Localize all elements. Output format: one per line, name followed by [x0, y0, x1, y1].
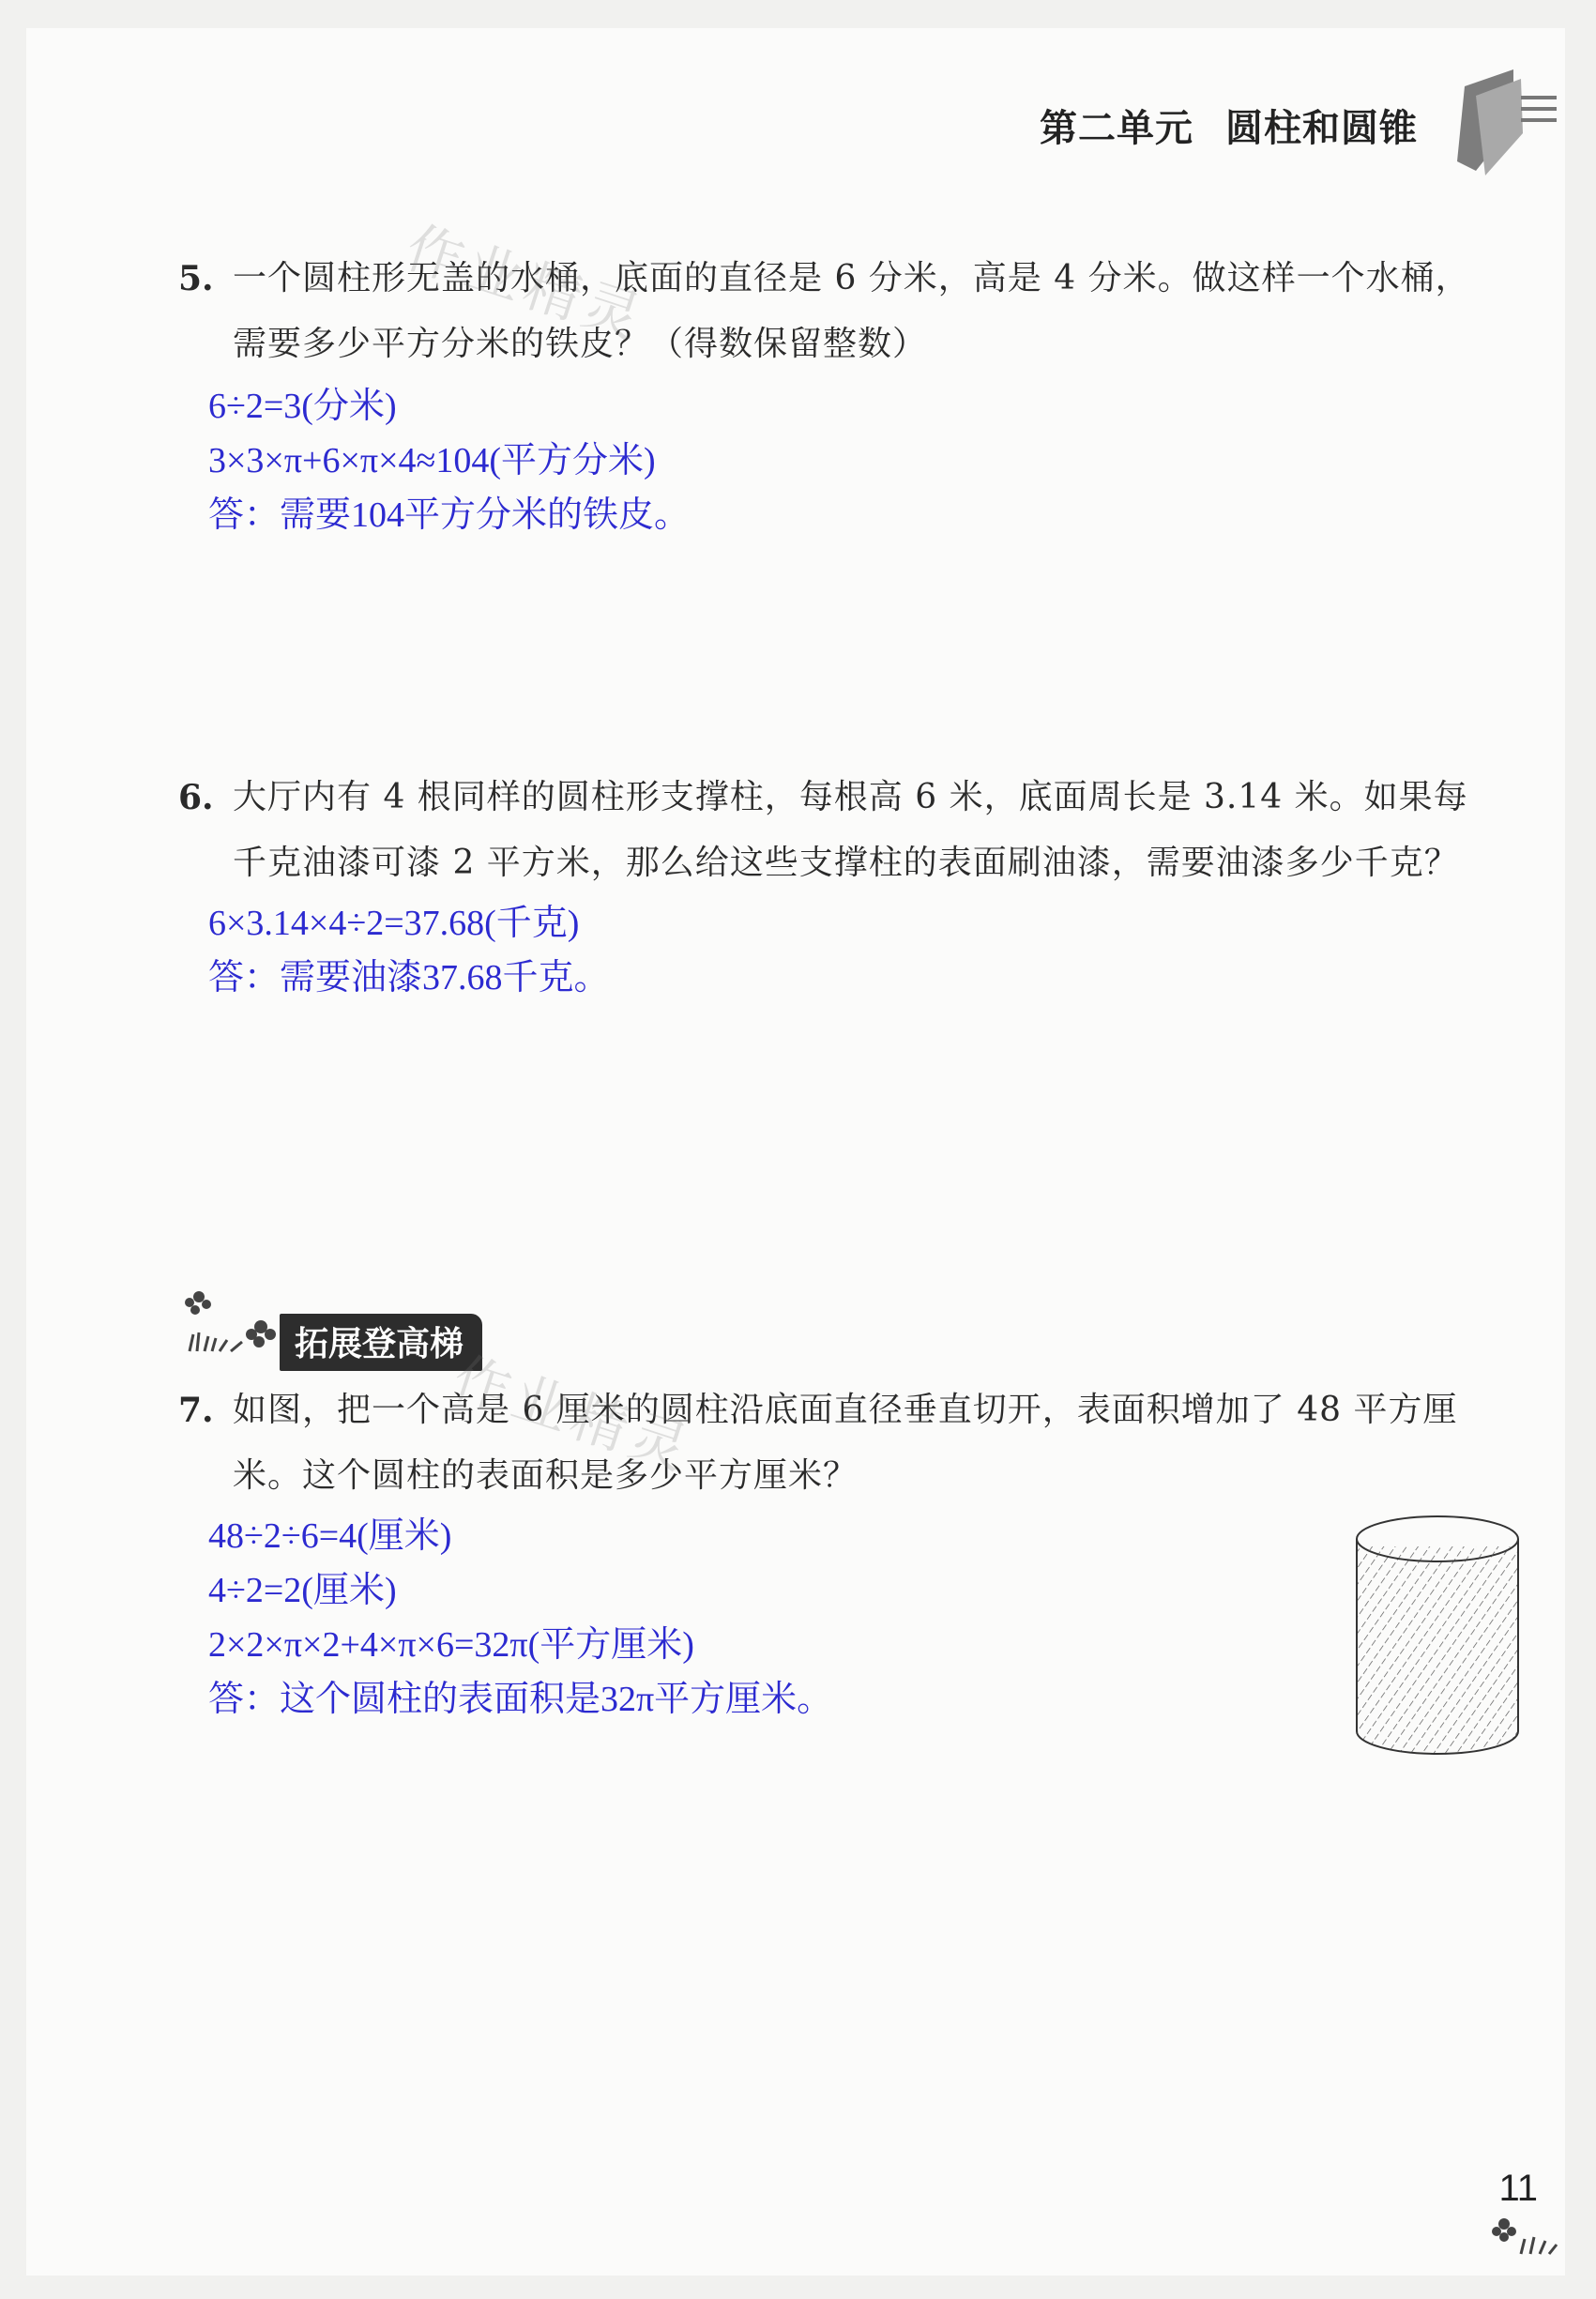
- answer-line: 6÷2=3(分米): [208, 387, 397, 426]
- cylinder-figure: [1351, 1511, 1529, 1764]
- answer-6: [208, 896, 610, 1005]
- answer-line: 答：需要104平方分米的铁皮。: [208, 495, 691, 535]
- flower-decoration-icon: [180, 1286, 283, 1361]
- topic-label: 圆柱和圆锥: [1225, 107, 1418, 150]
- question-6: [178, 765, 1529, 896]
- question-text-line2: 米。这个圆柱的表面积是多少平方厘米？: [233, 1456, 859, 1495]
- section-label: 拓展登高梯: [280, 1314, 482, 1371]
- answer-7: [208, 1509, 832, 1727]
- question-text-line1: 一个圆柱形无盖的水桶，底面的直径是 6 分米，高是 4 分米。做这样一个水桶，: [233, 259, 1470, 297]
- watermark: 作业精灵: [398, 214, 654, 354]
- page-header: [1040, 99, 1418, 152]
- page-number: 11: [1498, 2168, 1538, 2209]
- answer-5: [208, 379, 690, 542]
- answer-line: 答：这个圆柱的表面积是32π平方厘米。: [208, 1680, 833, 1719]
- watermark: 作业精灵: [445, 1345, 701, 1484]
- answer-line: 4÷2=2(厘米): [208, 1571, 397, 1610]
- book-decoration-icon: [1448, 58, 1560, 180]
- flower-decoration-icon: [1489, 2205, 1564, 2261]
- answer-line: 答：需要油漆37.68千克。: [208, 958, 610, 997]
- answer-line: 2×2×π×2+4×π×6=32π(平方厘米): [208, 1625, 694, 1665]
- question-text-line1: 大厅内有 4 根同样的圆柱形支撑柱，每根高 6 米，底面周长是 3.14 米。如果每: [233, 778, 1468, 816]
- question-text-line2: 千克油漆可漆 2 平方米，那么给这些支撑柱的表面刷油漆，需要油漆多少千克？: [233, 844, 1459, 882]
- question-number: 5.: [178, 259, 214, 298]
- answer-line: 6×3.14×4÷2=37.68(千克): [208, 904, 580, 943]
- question-7: [178, 1378, 1529, 1509]
- question-number: 6.: [178, 778, 214, 817]
- answer-line: 48÷2÷6=4(厘米): [208, 1516, 452, 1556]
- answer-line: 3×3×π+6×π×4≈104(平方分米): [208, 441, 656, 480]
- question-text-line2: 需要多少平方分米的铁皮？（得数保留整数）: [233, 325, 928, 363]
- question-text-line1: 如图，把一个高是 6 厘米的圆柱沿底面直径垂直切开，表面积增加了 48 平方厘: [233, 1391, 1458, 1429]
- question-5: [178, 246, 1529, 377]
- unit-label: 第二单元: [1040, 107, 1193, 150]
- question-number: 7.: [178, 1391, 214, 1430]
